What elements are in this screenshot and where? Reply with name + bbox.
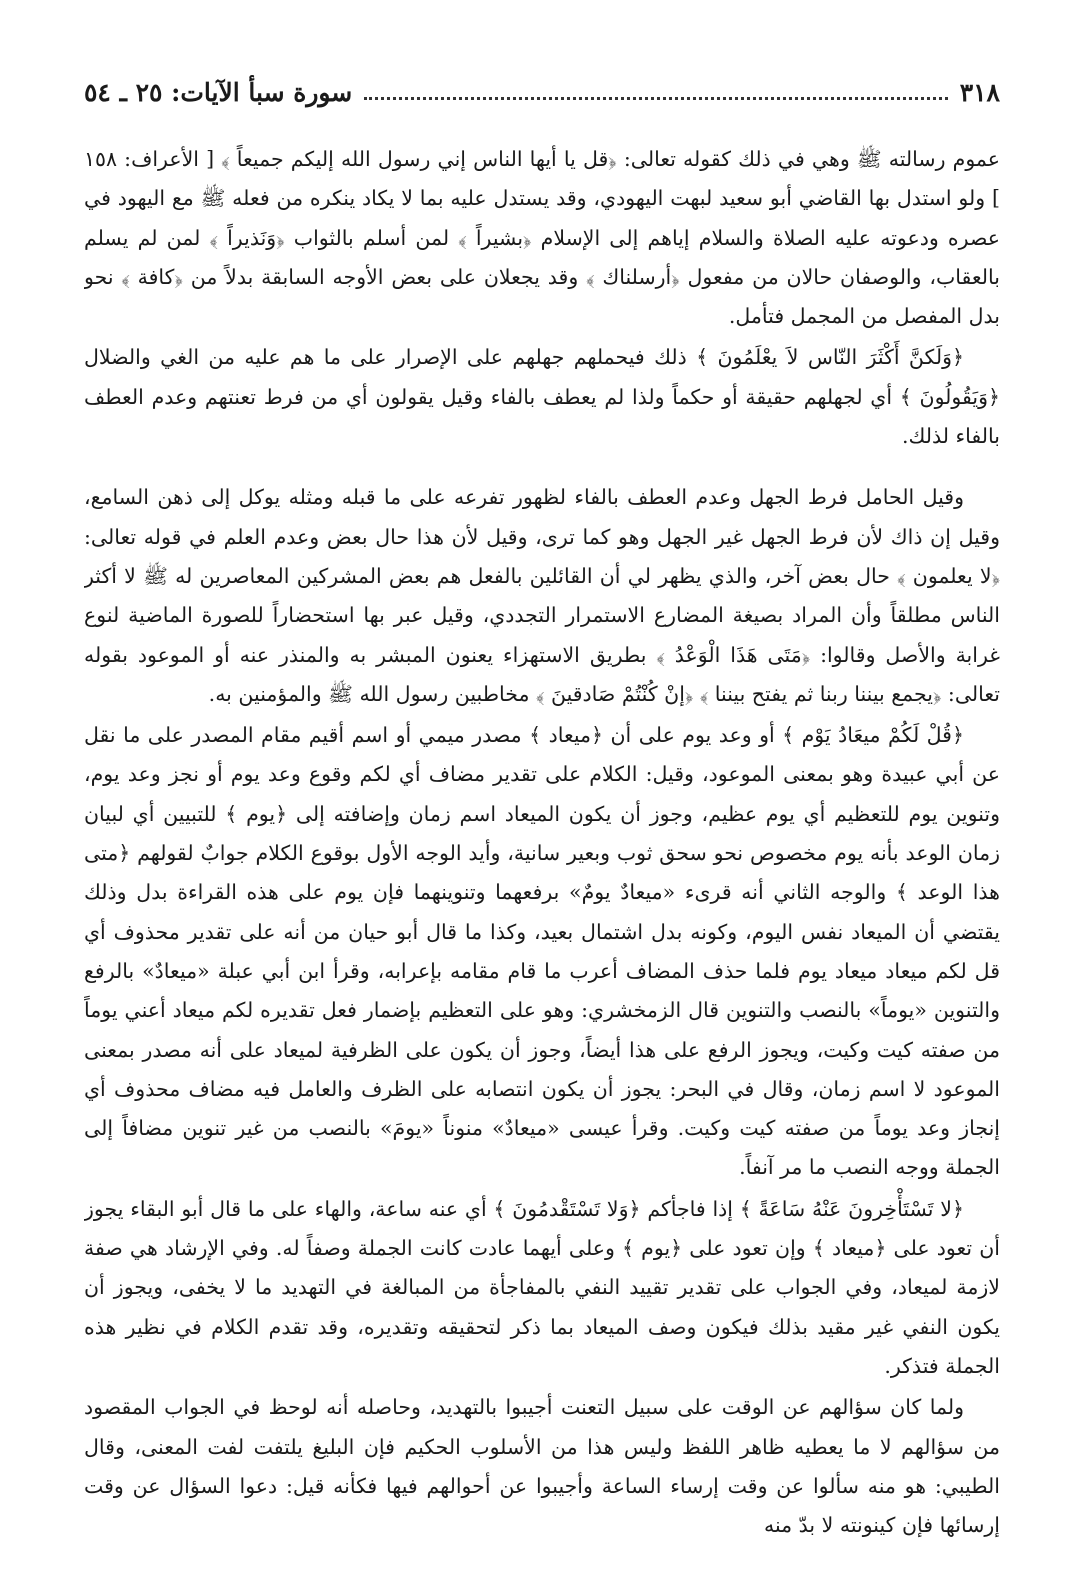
page-body [84,140,1000,1552]
paragraph: ﴿وَلَكنَّ أَكْثَرَ النّاس لاَ يعْلَمُونَ ﴾ ذلك فيحملهم جهلهم على الإصرار على ما هم عليه من الغي والضلال ﴿وَيَقُولُونَ ﴾ أي لجهلهم حقيقة أو حكماً ولذا لم يعطف بالفاء وقيل يقولون أي من فرط تعنتهم وعدم العطف بالفاء لذلك. [84,345,1000,449]
paragraph: ﴿لا تَسْتَأْخِرونَ عَنْهُ سَاعَةً ﴾ إذا فاجأكم ﴿وَلا تَسْتَقْدمُونَ ﴾ أي عنه ساعة، والهاء على ما قال أبو البقاء يجوز أن تعود على ﴿ميعاد ﴾ وإن تعود على ﴿يوم ﴾ وعلى أيهما عادت كانت الجملة وصفاً له. وفي الإرشاد هي صفة لازمة لميعاد، وفي الجواب على تقدير تقييد النفي بالمفاجأة من المبالغة في التهديد ما لا يخفى، ويجوز أن يكون النفي غير مقيد بذلك فيكون وصف الميعاد بما ذكر لتحقيقه وتقديره، وقد تقدم الكلام في نظير هذه الجملة فتذكر. [84,1196,1000,1378]
paragraph: ﴿قُلْ لَكُمْ ميعَادُ يَوْم ﴾ أو وعد يوم على أن ﴿ميعاد ﴾ مصدر ميمي أو اسم أقيم مقام المصدر على ما نقل عن أبي عبيدة وهو بمعنى الموعود، وقيل: الكلام على تقدير مضاف أي لكم وقوع وعد يوم أو نجز وعد يوم، وتنوين يوم للتعظيم أي يوم عظيم، وجوز أن يكون الميعاد اسم زمان وإضافته إلى ﴿يوم ﴾ للتبيين أي لبيان زمان الوعد بأنه يوم مخصوص نحو سحق ثوب وبعير سانية، وأيد الوجه الأول بوقوع الكلام جوابٌ لقولهم ﴿متى هذا الوعد ﴾ والوجه الثاني أنه قرىء «ميعادٌ يومٌ» برفعهما وتنوينهما فإن يوم على هذه القراءة بدل وذلك يقتضي أن الميعاد نفس اليوم، وكونه بدل اشتمال بعيد، وكذا ما قال أبو حيان من أنه على تقدير محذوف أي قل لكم ميعاد ميعاد يوم فلما حذف المضاف أعرب ما قام مقامه بإعرابه، وقرأ ابن أبي عبلة «ميعادٌ» بالرفع والتنوين «يوماً» بالنصب والتنوين قال الزمخشري: وهو على التعظيم بإضمار فعل تقديره لكم ميعاد أعني يوماً من صفته كيت وكيت، ويجوز الرفع على هذا أيضاً، وجوز أن يكون على الظرفية لميعاد على أنه مصدر بمعنى الموعود لا اسم زمان، وقال في البحر: يجوز أن يكون انتصابه على الظرف والعامل فيه مضاف محذوف أي إنجاز وعد يوماً من صفته كيت وكيت. وقرأ عيسى «ميعادٌ» منوناً «يومَ» بالنصب من غير تنوين مضافاً إلى الجملة ووجه النصب ما مر آنفاً. [84,723,1000,1180]
paragraph: عموم رسالته ﷺ وهي في ذلك كقوله تعالى: ﴿قل يا أيها الناس إني رسول الله إليكم جميعاً ﴾ [ الأعراف: ١٥٨ ] ولو استدل بها القاضي أبو سعيد لبهت اليهودي، وقد يستدل عليه بما لا يكاد ينكره من فعله ﷺ مع اليهود في عصره ودعوته عليه الصلاة والسلام إياهم إلى الإسلام ﴿بشيراً ﴾ لمن أسلم بالثواب ﴿وَنَذيراً ﴾ لمن لم يسلم بالعقاب، والوصفان حالان من مفعول ﴿أرسلناك ﴾ وقد يجعلان على بعض الأوجه السابقة بدلاً من ﴿كافة ﴾ نحو بدل المفصل من المجمل فتأمل. [84,147,1000,329]
page-number: ٣١٨ [959,77,1000,107]
running-title: سورة سبأ الآيات: ٢٥ ـ ٥٤ [84,77,353,107]
page-header [84,72,1000,112]
header-dotted-leader [364,97,947,100]
paragraph: ولما كان سؤالهم عن الوقت على سبيل التعنت أجيبوا بالتهديد، وحاصله أنه لوحظ في الجواب المقصود من سؤالهم لا ما يعطيه ظاهر اللفظ وليس هذا من الأسلوب الحكيم فإن البليغ يلتفت لفت المعنى، وقال الطيبي: هو منه سألوا عن وقت إرساء الساعة وأجيبوا عن أحوالهم فيها فكأنه قيل: دعوا السؤال عن وقت إرسائها فإن كينونته لا بدّ منه [84,1395,1000,1538]
paragraph: وقيل الحامل فرط الجهل وعدم العطف بالفاء لظهور تفرعه على ما قبله ومثله يوكل إلى ذهن السامع، وقيل إن ذاك لأن فرط الجهل غير الجهل وهو كما ترى، وقيل لأن هذا حال بعض وعدم العلم في قوله تعالى: ﴿لا يعلمون ﴾ حال بعض آخر، والذي يظهر لي أن القائلين بالفعل هم بعض المشركين المعاصرين له ﷺ لا أكثر الناس مطلقاً وأن المراد بصيغة المضارع الاستمرار التجددي، وقيل عبر بها استحضاراً للصورة الماضية لنوع غرابة والأصل وقالوا: ﴿مَتَى هَذَا الْوَعْدُ ﴾ بطريق الاستهزاء يعنون المبشر به والمنذر عنه أو الموعود بقوله تعالى: ﴿يجمع بيننا ربنا ثم يفتح بيننا ﴾ ﴿إنْ كُنْتُمْ صَادقينَ ﴾ مخاطبين رسول الله ﷺ والمؤمنين به. [84,485,1000,706]
